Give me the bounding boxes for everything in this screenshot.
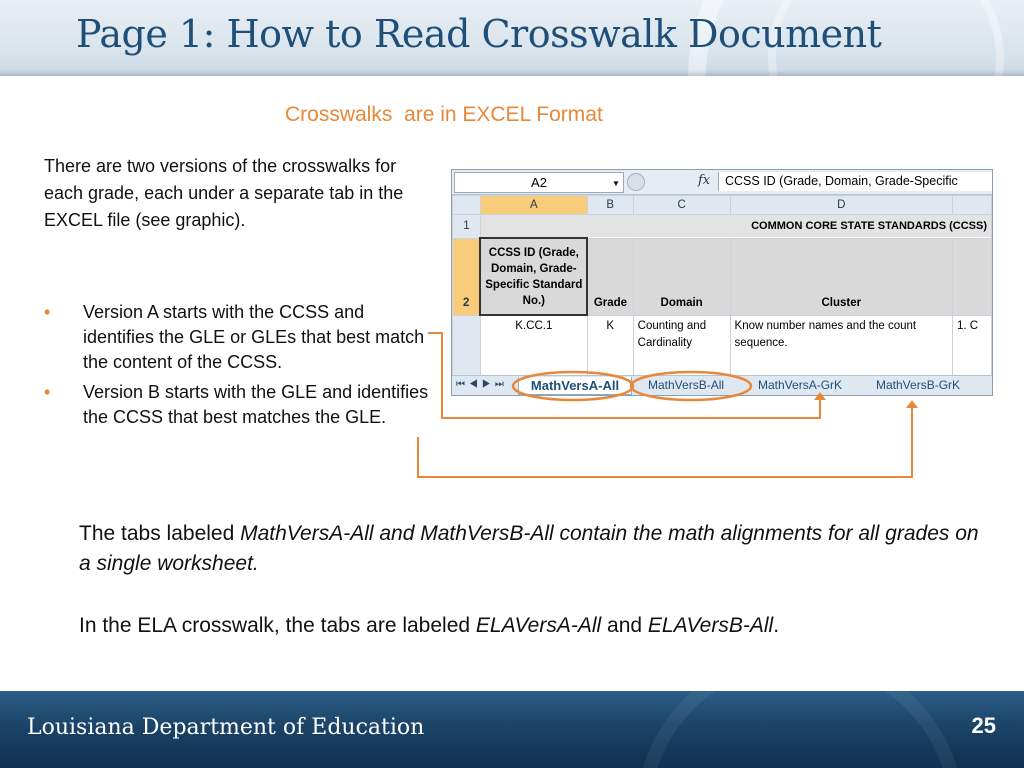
note-math-tabs	[79, 519, 979, 579]
header-cell-ccss-id[interactable]: CCSS ID (Grade, Domain, Grade-Specific Standard No.)	[480, 238, 587, 315]
data-cell-domain[interactable]: Counting and Cardinality	[633, 315, 730, 385]
header-cell-e[interactable]	[952, 238, 991, 315]
header-cell-domain[interactable]: Domain	[633, 238, 730, 315]
column-header-a[interactable]: A	[480, 196, 587, 215]
formula-bar	[452, 170, 992, 195]
note-text: .	[773, 614, 780, 637]
data-cell-ccss-id[interactable]: K.CC.1	[480, 315, 587, 385]
bullet-item-version-b	[44, 380, 429, 430]
formula-input[interactable]: CCSS ID (Grade, Domain, Grade-Specific	[718, 172, 993, 191]
sheet-tab-mathversb-all[interactable]: MathVersB-All	[648, 378, 725, 392]
bullet-dot-icon: •	[44, 382, 51, 402]
sheet-tab-mathversb-grk[interactable]: MathVersB-GrK	[876, 378, 961, 392]
column-header-c[interactable]: C	[633, 196, 730, 215]
footer-bar	[0, 691, 1024, 768]
title-banner	[0, 0, 1024, 76]
column-header-row	[453, 196, 992, 215]
intro-paragraph: There are two versions of the crosswalks for each grade, each under a separate tab in the EXCEL file (see graphic).	[44, 156, 404, 230]
note-italic-text: ELAVersA-All	[475, 614, 602, 637]
bullet-text: Version A starts with the CCSS and identifies the GLE or GLEs that best match the content of the CCSS.	[83, 302, 425, 372]
connector-line-version-b	[418, 406, 912, 477]
data-cell-standard[interactable]: 1. C	[952, 315, 991, 385]
header-cell-cluster[interactable]: Cluster	[730, 238, 952, 315]
data-cell-grade[interactable]: K	[587, 315, 633, 385]
page-number: 25	[971, 713, 996, 738]
table-row	[453, 238, 992, 315]
sheet-tab-mathversa-all[interactable]: MathVersA-All	[518, 377, 632, 395]
ccss-title-cell[interactable]: COMMON CORE STATE STANDARDS (CCSS)	[480, 215, 991, 239]
data-cell-cluster[interactable]: Know number names and the count sequence.	[730, 315, 952, 385]
column-header-b[interactable]: B	[587, 196, 633, 215]
note-ela-tabs	[79, 611, 979, 641]
footer-organization: Louisiana Department of Education	[27, 715, 425, 740]
note-text: The tabs labeled	[79, 522, 241, 545]
formula-bar-resize-icon[interactable]	[627, 173, 645, 191]
header-cell-grade[interactable]: Grade	[587, 238, 633, 315]
banner-shadow	[0, 70, 1024, 76]
sheet-nav-arrows-icon[interactable]: ⏮◀▶⏭	[456, 379, 508, 390]
excel-screenshot	[451, 169, 993, 396]
table-row	[453, 215, 992, 239]
name-box[interactable]: A2	[454, 172, 624, 193]
row-header-2[interactable]: 2	[453, 238, 481, 315]
note-italic-text: ELAVersB-All	[647, 614, 774, 637]
note-italic-text: MathVersA-All and MathVersB-All contain the math alignments for all grades on a single worksheet.	[79, 522, 979, 575]
dropdown-arrow-icon[interactable]: ▼	[612, 179, 620, 188]
column-header-d[interactable]: D	[730, 196, 952, 215]
sheet-tab-mathversa-grk[interactable]: MathVersA-GrK	[758, 378, 843, 392]
bullet-text: Version B starts with the GLE and identifies the CCSS that best matches the GLE.	[83, 382, 429, 427]
bullet-dot-icon: •	[44, 302, 51, 322]
note-text: and	[601, 614, 648, 637]
slide-title: Page 1: How to Read Crosswalk Document	[76, 12, 882, 56]
spreadsheet-grid	[452, 195, 992, 385]
arrowhead-icon	[906, 400, 918, 408]
bullet-list	[44, 300, 429, 435]
sheet-tab-bar	[452, 375, 992, 396]
row-header-1[interactable]: 1	[453, 215, 481, 239]
select-all-corner[interactable]	[453, 196, 481, 215]
note-text: In the ELA crosswalk, the tabs are labeled	[79, 614, 476, 637]
footer-decoration	[636, 691, 964, 768]
slide-subtitle: Crosswalks are in EXCEL Format	[285, 103, 603, 126]
column-header-e[interactable]	[952, 196, 991, 215]
bullet-item-version-a	[44, 300, 429, 375]
function-icon[interactable]: fx	[698, 173, 711, 188]
